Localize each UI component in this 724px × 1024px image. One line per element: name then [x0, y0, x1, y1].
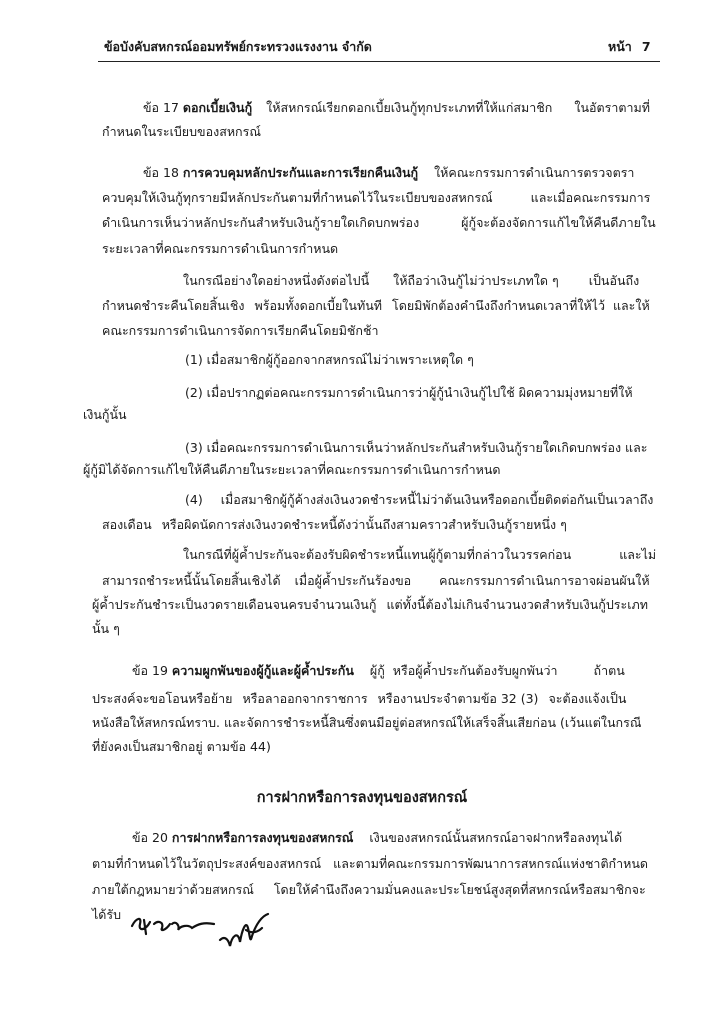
clause-18-item-2: (2) เมื่อปรากฏต่อคณะกรรมการดำเนินการว่าผู้กู้นำเงินกู้ไปใช้ ผิดความมุ่งหมายที่ให้ — [185, 385, 633, 400]
clause-18-p3-2a: สามารถชำระหนี้นั้นโดยสิ้นเชิงได้ — [102, 573, 281, 588]
clause-18-p2-1c: เป็นอันถึง — [588, 273, 640, 288]
clause-18-p3-2c: คณะกรรมการดำเนินการอาจผ่อนผันให้ — [439, 573, 650, 588]
clause-17-line-2: กำหนดในระเบียบของสหกรณ์ — [102, 124, 261, 139]
clause-18-item-3-cont: ผู้กู้มิได้จัดการแก้ไขให้คืนดีภายในระยะเวลาที่คณะกรรมการดำเนินการกำหนด — [83, 462, 501, 477]
clause-20-line-2 — [92, 855, 648, 873]
clause-18-p2-2a: กำหนดชำระคืนโดยสิ้นเชิง — [102, 298, 245, 313]
clause-18-text-3a: ดำเนินการเห็นว่าหลักประกันสำหรับเงินกู้รายใดเกิดบกพร่อง — [102, 215, 420, 230]
clause-17-line-1 — [143, 99, 650, 117]
clause-18-item-4-no: (4) — [185, 492, 203, 507]
clause-18-p2-2c: โดยมิพักต้องคำนึงถึงกำหนดเวลาที่ให้ไว้ — [391, 298, 605, 313]
clause-20-2a: ตามที่กำหนดไว้ในวัตถุประสงค์ของสหกรณ์ — [92, 856, 322, 871]
clause-19-2c: หรืองานประจำตามข้อ 32 (3) — [377, 691, 539, 706]
clause-20-line-1 — [132, 829, 622, 847]
clause-18-text-2b: และเมื่อคณะกรรมการ — [530, 190, 651, 205]
clause-19-2b: หรือลาออกจากราชการ — [242, 691, 368, 706]
clause-18-item-3: (3) เมื่อคณะกรรมการดำเนินการเห็นว่าหลักประกันสำหรับเงินกู้รายใดเกิดบกพร่อง และ — [185, 440, 648, 455]
clause-18-heading: การควบคุมหลักประกันและการเรียกคืนเงินกู้ — [182, 165, 419, 180]
signature-2 — [220, 914, 268, 946]
clause-18-item-1: (1) เมื่อสมาชิกผู้กู้ออกจากสหกรณ์ไม่ว่าเพราะเหตุใด ๆ — [185, 352, 474, 367]
clause-18-p3-3a: ผู้ค้ำประกันชำระเป็นงวดรายเดือนจนครบจำนวนเงินกู้ — [92, 597, 377, 612]
clause-18-item-4-text: เมื่อสมาชิกผู้กู้ค้างส่งเงินงวดชำระหนี้ไม่ว่าต้นเงินหรือดอกเบี้ยติดต่อกันเป็นเวลาถึง — [220, 492, 654, 507]
clause-18-para3-line-2 — [102, 572, 650, 590]
clause-17-text: ให้สหกรณ์เรียกดอกเบี้ยเงินกู้ทุกประเภทที่ให้แก่สมาชิก — [266, 100, 553, 115]
clause-19-1c: ถ้าตน — [593, 663, 625, 678]
clause-20-2b: และตามที่คณะกรรมการพัฒนาการสหกรณ์แห่งชาติกำหนด — [333, 856, 649, 871]
clause-20-text: เงินของสหกรณ์นั้นสหกรณ์อาจฝากหรือลงทุนได้ — [369, 830, 623, 845]
clause-18-item-4-cont — [102, 516, 567, 534]
clause-18-para2-line-1 — [183, 272, 639, 290]
clause-18-p2-2d: และให้ — [612, 298, 650, 313]
clause-18-line-2 — [102, 189, 650, 207]
clause-18-p2-1b: ให้ถือว่าเงินกู้ไม่ว่าประเภทใด ๆ — [393, 273, 559, 288]
clause-18-para3-line-3 — [92, 596, 648, 614]
clause-19-1b: หรือผู้ค้ำประกันต้องรับผูกพันว่า — [392, 663, 558, 678]
clause-18-number: ข้อ 18 — [143, 165, 179, 180]
clause-18-text-3b: ผู้กู้จะต้องจัดการแก้ไขให้คืนดีภายใน — [461, 215, 656, 230]
clause-20-number: ข้อ 20 — [132, 830, 168, 845]
clause-18-p2-2b: พร้อมทั้งดอกเบี้ยในทันที — [254, 298, 382, 313]
signature-marks — [128, 900, 298, 960]
clause-18-item-4-b1: สองเดือน — [102, 517, 152, 532]
clause-19-line-3: หนังสือให้สหกรณ์ทราบ. และจัดการชำระหนี้สินซึ่งตนมีอยู่ต่อสหกรณ์ให้เสร็จสิ้นเสียก่อน (เว้นแต่ในกรณี — [92, 715, 642, 730]
clause-19-line-1 — [132, 662, 625, 680]
clause-17-heading: ดอกเบี้ยเงินกู้ — [182, 100, 253, 115]
clause-20-3a: ภายใต้กฎหมายว่าด้วยสหกรณ์ — [92, 882, 254, 897]
header-divider — [98, 61, 660, 62]
clause-18-item-4-b2: หรือผิดนัดการส่งเงินงวดชำระหนี้ดังว่านั้นถึงสามคราวสำหรับเงินกู้รายหนึ่ง ๆ — [161, 517, 567, 532]
clause-20-3b: โดยให้คำนึงถึงความมั่นคงและประโยชน์สูงสุดที่สหกรณ์หรือสมาชิกจะ — [273, 882, 646, 897]
clause-19-heading: ความผูกพันของผู้กู้และผู้ค้ำประกัน — [171, 663, 354, 678]
signature-1 — [132, 919, 214, 934]
page-number-label — [608, 37, 651, 57]
clause-18-text: ให้คณะกรรมการดำเนินการตรวจตรา — [434, 165, 635, 180]
clause-20-line-4: ได้รับ — [92, 907, 122, 922]
page-label: หน้า — [608, 39, 632, 54]
clause-19-number: ข้อ 19 — [132, 663, 168, 678]
clause-19-1a: ผู้กู้ — [369, 663, 385, 678]
clause-18-line-1 — [143, 164, 634, 182]
clause-18-text-2a: ควบคุมให้เงินกู้ทุกรายมีหลักประกันตามที่กำหนดไว้ในระเบียบของสหกรณ์ — [102, 190, 493, 205]
clause-19-line-2 — [92, 690, 626, 708]
clause-19-2d: จะต้องแจ้งเป็น — [548, 691, 627, 706]
page-number: 7 — [641, 39, 651, 54]
clause-19-2a: ประสงค์จะขอโอนหรือย้าย — [92, 691, 233, 706]
clause-18-p3-1a: ในกรณีที่ผู้ค้ำประกันจะต้องรับผิดชำระหนี้แทนผู้กู้ตามที่กล่าวในวรรคก่อน — [183, 547, 572, 562]
clause-18-p2-1a: ในกรณีอย่างใดอย่างหนึ่งดังต่อไปนี้ — [183, 273, 370, 288]
header-title: ข้อบังคับสหกรณ์ออมทรัพย์กระทรวงแรงงาน จำกัด — [104, 39, 372, 54]
clause-18-para2-line-3: คณะกรรมการดำเนินการจัดการเรียกคืนโดยมิชักช้า — [102, 323, 379, 338]
clause-17-text-b: ในอัตราตามที่ — [574, 100, 650, 115]
clause-19-line-4: ที่ยังคงเป็นสมาชิกอยู่ ตามข้อ 44) — [92, 739, 271, 754]
clause-18-p3-1b: และไม่ — [619, 547, 657, 562]
clause-18-item-2-cont: เงินกู้นั้น — [83, 407, 127, 422]
section-title: การฝากหรือการลงทุนของสหกรณ์ — [256, 790, 468, 806]
clause-18-line-4: ระยะเวลาที่คณะกรรมการดำเนินการกำหนด — [102, 241, 339, 256]
handwritten-signatures — [128, 900, 298, 960]
clause-18-item-4 — [185, 491, 653, 509]
clause-20-line-3 — [92, 881, 646, 899]
clause-18-para2-line-2 — [102, 297, 650, 315]
clause-18-p3-2b: เมื่อผู้ค้ำประกันร้องขอ — [294, 573, 412, 588]
clause-20-heading: การฝากหรือการลงทุนของสหกรณ์ — [171, 830, 354, 845]
clause-17-number: ข้อ 17 — [143, 100, 179, 115]
clause-18-line-3 — [102, 214, 656, 232]
clause-18-p3-3b: แต่ทั้งนี้ต้องไม่เกินจำนวนงวดสำหรับเงินกู้ประเภท — [386, 597, 648, 612]
clause-18-para3-line-1 — [183, 546, 656, 564]
clause-18-para3-line-4: นั้น ๆ — [92, 621, 120, 636]
